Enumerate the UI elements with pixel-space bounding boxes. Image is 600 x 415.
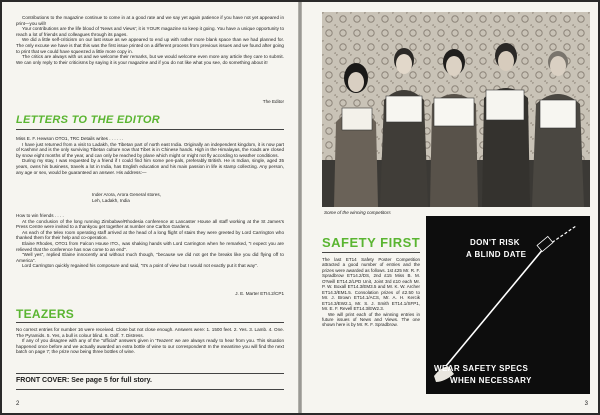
- letter-paragraph: During my stay, I was requested by a friend if I could find him some pen-pals, preferably British. He is Indian, single, aged 35 years, owns his business, travels a lot in India, has English education and his main passion in life is stamp collecting. Any person, any age or sex, would be guaranteed an answer. His address:—: [16, 158, 284, 175]
- editorial-intro: [16, 15, 284, 65]
- front-cover-note: FRONT COVER: See page 5 for full story.: [16, 377, 153, 384]
- teazers-paragraph: If any of you disagree with any of the "official" answers given in 'Teazers' we are always ready to hear from you. This situation happened once before and we actually awarded an extra bottle of wine to our correspondent! In the meantime you will find the next batch on page 7; the prize now being three bottles of wine.: [16, 338, 284, 355]
- heading-rule: [16, 322, 284, 323]
- intro-paragraph: We did a little self-criticism on our last issue as we appeared to end up with rather more blank space than we had planned for. The only excuse we have is that this was the first issue printed on a different process from previous issues and we found after going to print that we could have squeezed a little more copy in.: [16, 37, 284, 54]
- letter-intro: Miss E. F. Hewson OTO1, TRC Details writes . . . . . .: [16, 136, 124, 141]
- letter-marter: [16, 213, 284, 269]
- footer-rule: [16, 389, 284, 390]
- poster-slogan-bottom: WEAR SAFETY SPECS: [434, 364, 529, 373]
- letters-heading: LETTERS TO THE EDITOR: [16, 114, 161, 126]
- photo-caption: Some of the winning competitors: [324, 210, 391, 215]
- competitors-photo: [322, 12, 590, 207]
- teazers-paragraph: No correct entries for number 16 were received. Close but not close enough. Answers were: 1. 1500 feet. 2. Yes. 3. Lamb. 4. One. The Pyramids. 5. Yes, a bull is colour blind. 6. Golf. 7. Distress.: [16, 327, 284, 338]
- safety-paragraph: The last ET14 Safety Poster Competition attracted a good number of entries and the prizes were awarded as follows. 1st £25 Mr. R. F. Spradbrow ET14.2/DS, 2nd £15 Miss B. M. O'Neill ET14.2/LPD Unit, Joint 3rd £10 each Mr. P. W. Boxall ET14.3/EM3.5 and Mr. K. W. Archer ET14.3/EM1.5. Consolation prizes of £2.50 to Mr. J. Brown ET14.1/ACS, Mr. A. H. Kercik ET14.3/EW2.1, Mr. S. J. Smith ET14.1/SFP1, Mr. E. F. Revell ET14.3/EW2.3.: [322, 257, 420, 312]
- left-page: [2, 2, 298, 413]
- poster-slogan-bottom: WHEN NECESSARY: [450, 376, 532, 385]
- intro-paragraph: Contributions to the magazine continue to come in at a good rate and we say yet again patience if you have not yet appeared in print—you will!: [16, 15, 284, 26]
- safety-paragraph: We will print each of the winning entries in future issues of News and Views. The one shown here is by Mr. R. F. Spradbrow.: [322, 311, 420, 328]
- safety-poster: [426, 216, 590, 394]
- teazers-text: [16, 327, 284, 355]
- pen-pal-address: [92, 192, 252, 203]
- heading-rule: [322, 252, 420, 253]
- letter-hewson: [16, 136, 284, 175]
- safety-heading: SAFETY FIRST: [322, 235, 421, 250]
- letter-intro: How to win friends . . . .: [16, 213, 64, 218]
- intro-paragraph: Your contributions are the life blood of 'News and Views'; it is YOUR magazine so keep it going. You have a unique opportunity to reach a lot of friends and colleagues through its pages.: [16, 26, 284, 37]
- address-line: Leh, Ladakh, India: [92, 197, 130, 203]
- letter-paragraph: "Well yes", replied Elaine innocently and without much though, "because we did not get the breaks like you did flying off to America".: [16, 252, 284, 263]
- poster-slogan-top: A BLIND DATE: [466, 250, 527, 259]
- competitors-photo-image: [322, 12, 590, 207]
- letter-paragraph: As each of the telex room operating staff arrived at the head of a long flight of stairs they were greeted by Lord Carrington who thanked them for their help and co-operation.: [16, 229, 284, 241]
- teazers-heading: TEAZERS: [16, 307, 75, 321]
- intro-paragraph: The critics are always with us and we welcome their remarks, but we would welcome even more any article they care to submit. We can only reply to their criticisms by saying it is your magazine and if you do not like what you see, do something about it!: [16, 54, 284, 65]
- poster-slogan-top: DON'T RISK: [470, 238, 520, 247]
- editor-signature: The Editor: [262, 99, 284, 104]
- heading-rule: [16, 129, 284, 130]
- letter-paragraph: At the conclusion of the long running Zimbabwe/Rhodesia conference at Lancaster House all staff working at the St James's Press Centre were invited to a thankyou get together at number one Carlton Gardens.: [16, 218, 284, 230]
- letter-paragraph: Elaine Rhodes, OTO1 from Falcon House ITO., was shaking hands with Lord Carrington when he remarked, "I expect you are relieved that the conference has now come to an end".: [16, 240, 284, 252]
- address-line: Inder Arora, Arora General stores,: [92, 192, 161, 197]
- letter-signature: J. E. Marter ETI4.2/CP1: [235, 291, 284, 296]
- safety-text: [322, 257, 420, 328]
- right-page: [302, 2, 598, 413]
- page-number: 3: [584, 401, 588, 407]
- page-number: 2: [16, 401, 20, 407]
- letter-paragraph: Lord Carrington quickly regained his composure and said, "It's a point of view but I would not exactly put it that way".: [22, 263, 258, 269]
- letter-paragraph: I have just returned from a visit to Ladakh, the Tibetan part of north east India. Originally an independent kingdom, it is now part of Kashmir and is the only surviving Tibetan culture now that Tibet is in Chinese hands. High in the Himalayas, the roads are closed by snow eight months of the year, and can only be reached by plane which might or might not fly according to weather conditions.: [16, 141, 284, 158]
- footer-rule: [16, 373, 284, 374]
